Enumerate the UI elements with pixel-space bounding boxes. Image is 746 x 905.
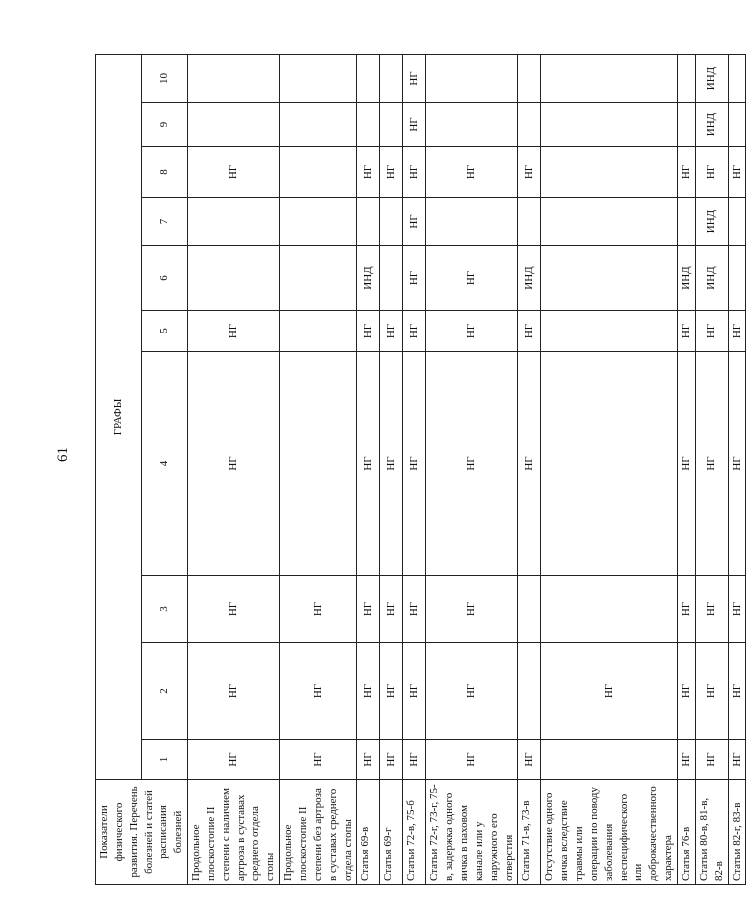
cell-col-5: НГ — [426, 311, 518, 352]
cell-col-4: НГ — [380, 352, 403, 576]
cell-col-10 — [280, 54, 357, 102]
cell-col-1: НГ — [380, 740, 403, 780]
cell-col-4: НГ — [426, 352, 518, 576]
cell-col-3 — [518, 576, 541, 643]
cell-col-4: НГ — [518, 352, 541, 576]
row-label: Статьи 80-в, 81-в, 82-в — [695, 780, 728, 885]
cell-col-9 — [357, 103, 380, 147]
cell-col-10 — [678, 54, 696, 102]
cell-col-10: ИНД — [695, 54, 728, 102]
cell-col-10 — [426, 54, 518, 102]
cell-col-1 — [541, 740, 678, 780]
cell-col-6 — [280, 246, 357, 311]
cell-col-9 — [380, 103, 403, 147]
cell-col-6: ИНД — [518, 246, 541, 311]
cell-col-6 — [541, 246, 678, 311]
table-row — [280, 54, 357, 884]
column-header-6: 6 — [142, 246, 188, 311]
cell-col-8: НГ — [678, 147, 696, 198]
cell-col-2: НГ — [357, 643, 380, 740]
cell-col-9 — [728, 103, 746, 147]
cell-col-7 — [380, 198, 403, 246]
column-header-5: 5 — [142, 311, 188, 352]
cell-col-1: НГ — [280, 740, 357, 780]
cell-col-7: НГ — [403, 198, 426, 246]
table-row — [188, 54, 280, 884]
cell-col-8 — [280, 147, 357, 198]
cell-col-5: НГ — [357, 311, 380, 352]
cell-col-2: НГ — [403, 643, 426, 740]
cell-col-9: НГ — [403, 103, 426, 147]
cell-col-6: НГ — [403, 246, 426, 311]
table-row — [678, 54, 696, 884]
cell-col-9 — [541, 103, 678, 147]
cell-col-7 — [188, 198, 280, 246]
cell-col-5: НГ — [188, 311, 280, 352]
row-label: Отсутствие одного яичка вследствие травмы или операции по поводу заболевания неспецифического или доброкачественного характера — [541, 780, 678, 885]
cell-col-1: НГ — [518, 740, 541, 780]
rotated-table-container — [95, 55, 743, 885]
cell-col-4 — [541, 352, 678, 576]
cell-col-2: НГ — [426, 643, 518, 740]
cell-col-1: НГ — [678, 740, 696, 780]
header-row-grafy — [96, 54, 142, 884]
cell-col-8: НГ — [695, 147, 728, 198]
cell-col-2 — [518, 643, 541, 740]
column-header-4: 4 — [142, 352, 188, 576]
cell-col-2: НГ — [380, 643, 403, 740]
cell-col-3: НГ — [678, 576, 696, 643]
cell-col-2: НГ — [541, 643, 678, 740]
cell-col-8: НГ — [380, 147, 403, 198]
cell-col-2: НГ — [188, 643, 280, 740]
cell-col-1: НГ — [188, 740, 280, 780]
cell-col-9 — [188, 103, 280, 147]
cell-col-7 — [357, 198, 380, 246]
header-row-columns — [142, 54, 188, 884]
cell-col-5: НГ — [695, 311, 728, 352]
cell-col-8: НГ — [728, 147, 746, 198]
table-row — [426, 54, 518, 884]
row-label: Статьи 71-в, 73-в — [518, 780, 541, 885]
cell-col-4: НГ — [403, 352, 426, 576]
row-label: Статьи 72-в, 75-б — [403, 780, 426, 885]
cell-col-2: НГ — [728, 643, 746, 740]
column-header-1: 1 — [142, 740, 188, 780]
cell-col-4: НГ — [188, 352, 280, 576]
cell-col-6: ИНД — [678, 246, 696, 311]
row-label-header: Показатели физического развития. Перечень болезней и статей расписания болезней — [96, 780, 188, 885]
column-header-2: 2 — [142, 643, 188, 740]
row-label: Статья 69-в — [357, 780, 380, 885]
column-header-8: 8 — [142, 147, 188, 198]
table-row — [380, 54, 403, 884]
cell-col-7 — [728, 198, 746, 246]
cell-col-3: НГ — [403, 576, 426, 643]
cell-col-3: НГ — [380, 576, 403, 643]
row-label: Статьи 82-г, 83-в — [728, 780, 746, 885]
cell-col-10 — [728, 54, 746, 102]
cell-col-3 — [541, 576, 678, 643]
page-number: 61 — [55, 447, 71, 462]
cell-col-8: НГ — [188, 147, 280, 198]
grafy-title: ГРАФЫ — [96, 54, 142, 779]
cell-col-7 — [541, 198, 678, 246]
cell-col-6 — [188, 246, 280, 311]
cell-col-7 — [678, 198, 696, 246]
cell-col-9 — [678, 103, 696, 147]
table-row — [695, 54, 728, 884]
cell-col-4: НГ — [678, 352, 696, 576]
cell-col-5: НГ — [518, 311, 541, 352]
row-label: Продольное плоскостопие II степени с наличием артроза в суставах среднего отдела стопы — [188, 780, 280, 885]
row-label: Статья 76-в — [678, 780, 696, 885]
cell-col-3: НГ — [280, 576, 357, 643]
cell-col-5: НГ — [728, 311, 746, 352]
cell-col-7 — [426, 198, 518, 246]
cell-col-9 — [518, 103, 541, 147]
column-header-9: 9 — [142, 103, 188, 147]
cell-col-6 — [380, 246, 403, 311]
cell-col-10 — [380, 54, 403, 102]
cell-col-3: НГ — [188, 576, 280, 643]
cell-col-6 — [728, 246, 746, 311]
table-row — [518, 54, 541, 884]
cell-col-6: ИНД — [357, 246, 380, 311]
cell-col-1: НГ — [426, 740, 518, 780]
cell-col-5: НГ — [380, 311, 403, 352]
cell-col-6: НГ — [426, 246, 518, 311]
cell-col-3: НГ — [357, 576, 380, 643]
column-header-3: 3 — [142, 576, 188, 643]
cell-col-1: НГ — [728, 740, 746, 780]
cell-col-5: НГ — [678, 311, 696, 352]
cell-col-2: НГ — [678, 643, 696, 740]
cell-col-10 — [188, 54, 280, 102]
table-row — [357, 54, 380, 884]
column-header-7: 7 — [142, 198, 188, 246]
column-header-10: 10 — [142, 54, 188, 102]
grafy-table — [95, 54, 746, 885]
cell-col-2: НГ — [280, 643, 357, 740]
cell-col-10 — [518, 54, 541, 102]
table-row — [403, 54, 426, 884]
cell-col-5: НГ — [403, 311, 426, 352]
cell-col-5 — [541, 311, 678, 352]
cell-col-2: НГ — [695, 643, 728, 740]
table-row — [728, 54, 746, 884]
cell-col-4: НГ — [695, 352, 728, 576]
cell-col-10 — [541, 54, 678, 102]
cell-col-8: НГ — [403, 147, 426, 198]
cell-col-9: ИНД — [695, 103, 728, 147]
cell-col-3: НГ — [426, 576, 518, 643]
cell-col-6: ИНД — [695, 246, 728, 311]
cell-col-5 — [280, 311, 357, 352]
cell-col-8: НГ — [426, 147, 518, 198]
cell-col-7 — [518, 198, 541, 246]
row-label: Статьи 72-г, 73-г, 75-в, задержка одного яичка в паховом канале или у наружного его отверстия — [426, 780, 518, 885]
cell-col-1: НГ — [403, 740, 426, 780]
row-label: Продольное плоскостопие II степени без артроза в суставах среднего отдела стопы — [280, 780, 357, 885]
cell-col-7: ИНД — [695, 198, 728, 246]
cell-col-4: НГ — [728, 352, 746, 576]
cell-col-4 — [280, 352, 357, 576]
table-row — [541, 54, 678, 884]
cell-col-3: НГ — [695, 576, 728, 643]
cell-col-9 — [426, 103, 518, 147]
cell-col-8 — [541, 147, 678, 198]
cell-col-4: НГ — [357, 352, 380, 576]
cell-col-3: НГ — [728, 576, 746, 643]
cell-col-1: НГ — [695, 740, 728, 780]
row-label: Статья 69-г — [380, 780, 403, 885]
cell-col-1: НГ — [357, 740, 380, 780]
cell-col-10: НГ — [403, 54, 426, 102]
cell-col-8: НГ — [357, 147, 380, 198]
cell-col-8: НГ — [518, 147, 541, 198]
cell-col-9 — [280, 103, 357, 147]
cell-col-10 — [357, 54, 380, 102]
cell-col-7 — [280, 198, 357, 246]
